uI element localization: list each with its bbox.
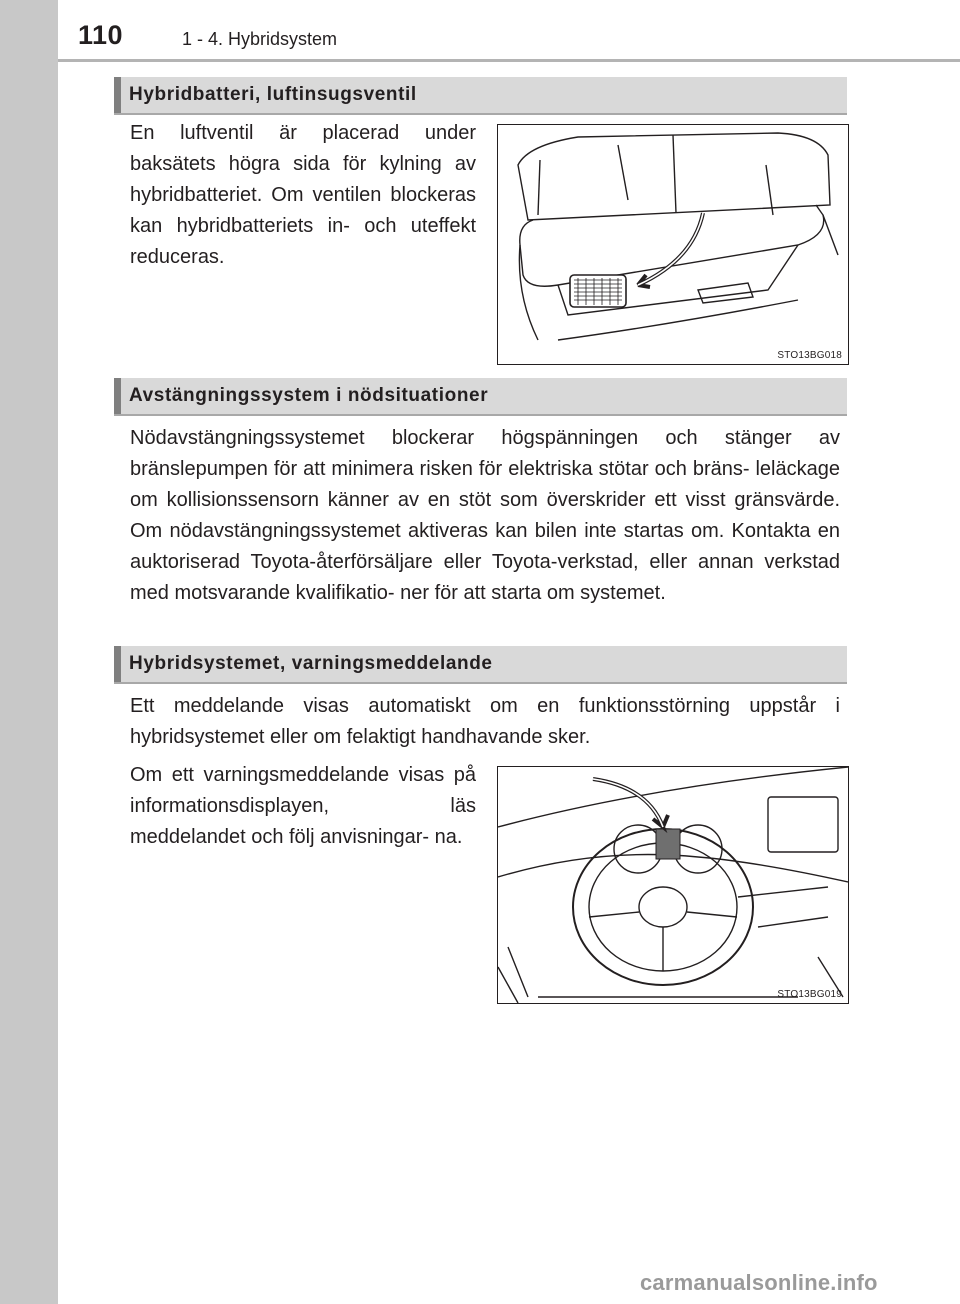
page-margin-bar: [0, 0, 58, 1304]
warning-display-paragraph: Om ett varningsmeddelande visas på informationsdisplayen, läs meddelandet och följ anvisningar- na.: [130, 764, 476, 848]
section-heading-text: Hybridsystemet, varningsmeddelande: [129, 653, 493, 674]
air-vent-grille: [570, 275, 626, 307]
chapter-title: 1 - 4. Hybridsystem: [182, 29, 338, 49]
dashboard-illustration: [498, 767, 848, 1003]
battery-vent-paragraph: En luftventil är placerad under baksätets högra sida för kylning av hybridbatteriet. Om ventilen blockeras kan hybridbatteriets in- och uteffekt reduceras.: [130, 122, 476, 268]
page-number: 110: [78, 20, 124, 50]
warning-message-paragraph: Ett meddelande visas automatiskt om en funktionsstörning uppstår i hybridsystemet eller om felaktigt handhavande sker.: [130, 695, 840, 748]
header-divider: [58, 59, 960, 62]
figure-rear-seat-vent: [497, 124, 849, 365]
section-heading-text: Hybridbatteri, luftinsugsventil: [129, 84, 417, 105]
section-heading-text: Avstängningssystem i nödsituationer: [129, 385, 489, 406]
figure-code: STO13BG018: [777, 350, 842, 361]
emergency-shutoff-paragraph: Nödavstängningssystemet blockerar högspänningen och stänger av bränslepumpen för att minimera risken för elektriska stötar och bräns- leläckage om kollisionssensorn känner av en stöt som överskrider ett visst gränsvärde. Om nödavstängningssystemet aktiveras kan bilen inte startas om. Kontakta en auktoriserad Toyota-återförsäljare eller Toyota-verkstad, eller annan verkstad med motsvarande kvalifikatio- ner för att starta om systemet.: [130, 427, 840, 604]
watermark: carmanualsonline.info: [640, 1270, 878, 1295]
section-heading-emergency-shutoff: [114, 378, 847, 416]
figure-code: STO13BG019: [777, 989, 842, 1000]
rear-seat-illustration: [498, 125, 848, 364]
information-display: [656, 829, 680, 859]
section-heading-battery-vent: [114, 77, 847, 115]
section-heading-warning-message: [114, 646, 847, 684]
figure-instrument-cluster: [497, 766, 849, 1004]
